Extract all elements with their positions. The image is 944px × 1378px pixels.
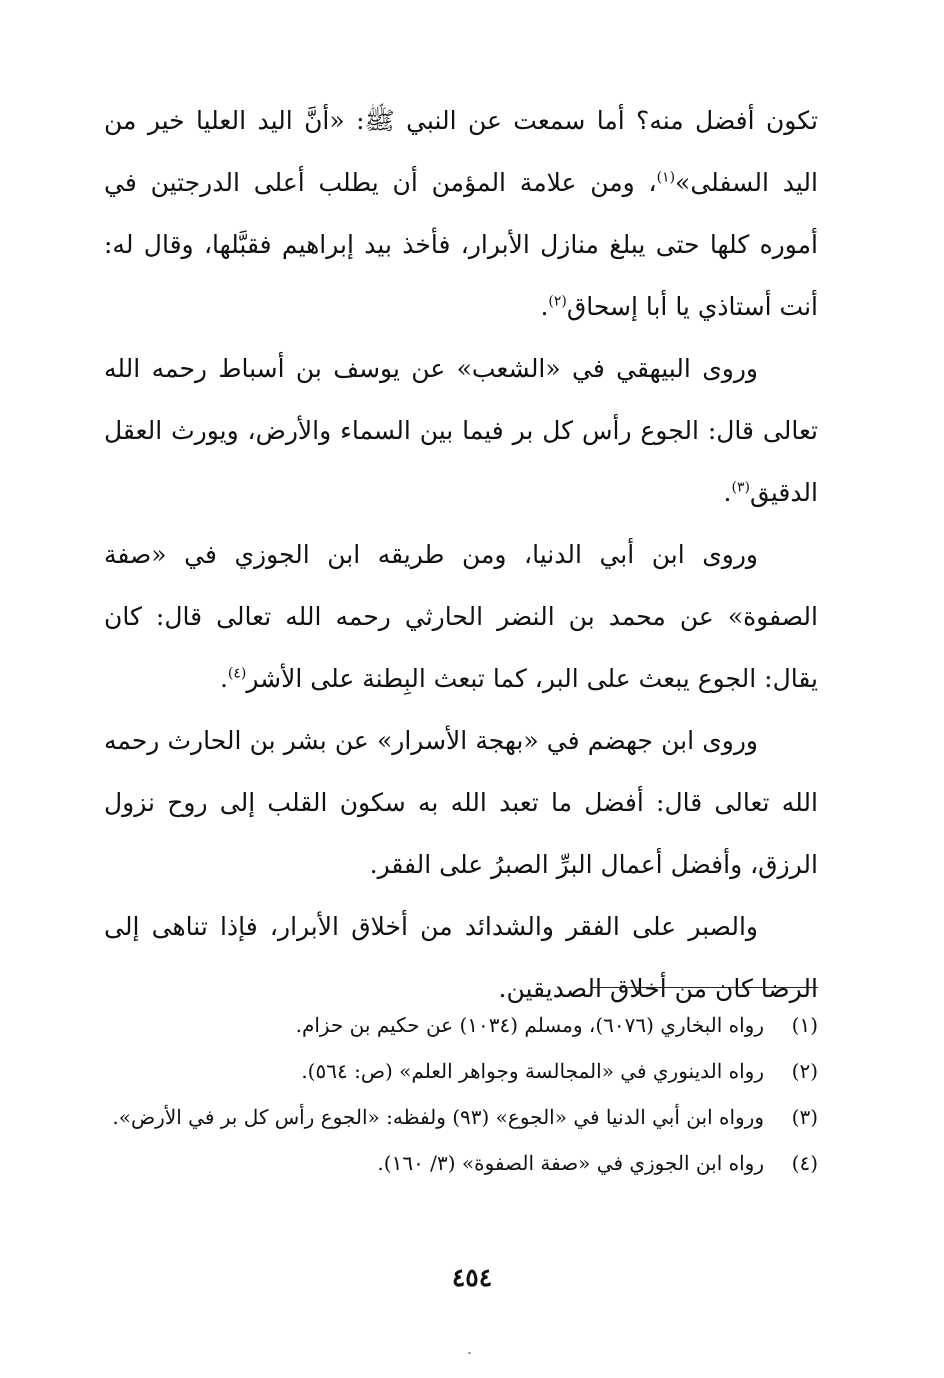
paragraph-3 [104,524,818,710]
footnote-ref-2: (٢) [548,293,567,310]
footnote-ref-4: (٤) [227,665,247,682]
paragraph-1-text: تكون أفضل منه؟ أما سمعت عن النبي ﷺ: «أنَّ اليد العليا خير من اليد السفلى» [104,106,818,197]
scan-speck [468,1352,471,1354]
footnote-1 [104,1003,818,1047]
footnote-text: ورواه ابن أبي الدنيا في «الجوع» (٩٣) ولفظه: «الجوع رأس كل بر في الأرض». [112,1105,764,1129]
footnote-2 [104,1049,818,1093]
paragraph-2 [104,338,818,524]
main-text [104,90,818,1020]
paragraph-5-text: والصبر على الفقر والشدائد من أخلاق الأبرار، فإذا تناهى إلى الرضا كان من أخلاق الصديقين. [104,912,818,1003]
paragraph-1-end: . [540,292,549,321]
footnote-number: (٤) [791,1151,818,1175]
footnote-ref-3: (٣) [731,479,750,496]
paragraph-2-text: وروى البيهقي في «الشعب» عن يوسف بن أسباط رحمه الله تعالى قال: الجوع رأس كل بر فيما بين السماء والأرض، ويورث العقل الدقيق [104,354,818,507]
footnote-4 [104,1141,818,1185]
footnote-3 [104,1095,818,1139]
paragraph-1-continuation: ، ومن علامة المؤمن أن يطلب أعلى الدرجتين في أموره كلها حتى يبلغ منازل الأبرار، فأخذ بيد إبراهيم فقبَّلها، وقال له: أنت أستاذي يا أبا إسحاق [104,168,818,321]
paragraph-4 [104,710,818,896]
footnote-text: رواه ابن الجوزي في «صفة الصفوة» (٣/ ١٦٠). [377,1151,764,1175]
paragraph-3-text: وروى ابن أبي الدنيا، ومن طريقه ابن الجوزي في «صفة الصفوة» عن محمد بن النضر الحارثي رحمه الله تعالى قال: كان يقال: الجوع يبعث على البر، كما تبعث البِطنة على الأشر [104,540,818,693]
paragraph-4-text: وروى ابن جهضم في «بهجة الأسرار» عن بشر بن الحارث رحمه الله تعالى قال: أفضل ما تعبد الله به سكون القلب إلى روح نزول الرزق، وأفضل أعمال البرِّ الصبرُ على الفقر. [104,726,818,879]
footnote-separator [592,987,818,988]
footnote-number: (٣) [791,1105,818,1129]
paragraph-1 [104,90,818,338]
footnote-text: رواه الدينوري في «المجالسة وجواهر العلم» (ص: ٥٦٤). [301,1059,764,1083]
paragraph-2-end: . [723,478,732,507]
footnotes [104,1003,818,1187]
page-number: ٤٥٤ [451,1263,493,1292]
paragraph-3-end: . [219,664,228,693]
footnote-text: رواه البخاري (٦٠٧٦)، ومسلم (١٠٣٤) عن حكيم بن حزام. [295,1013,764,1037]
paragraph-5 [104,896,818,1020]
footnote-number: (١) [791,1013,818,1037]
footnote-number: (٢) [791,1059,818,1083]
footnote-ref-1: (١) [656,169,676,186]
